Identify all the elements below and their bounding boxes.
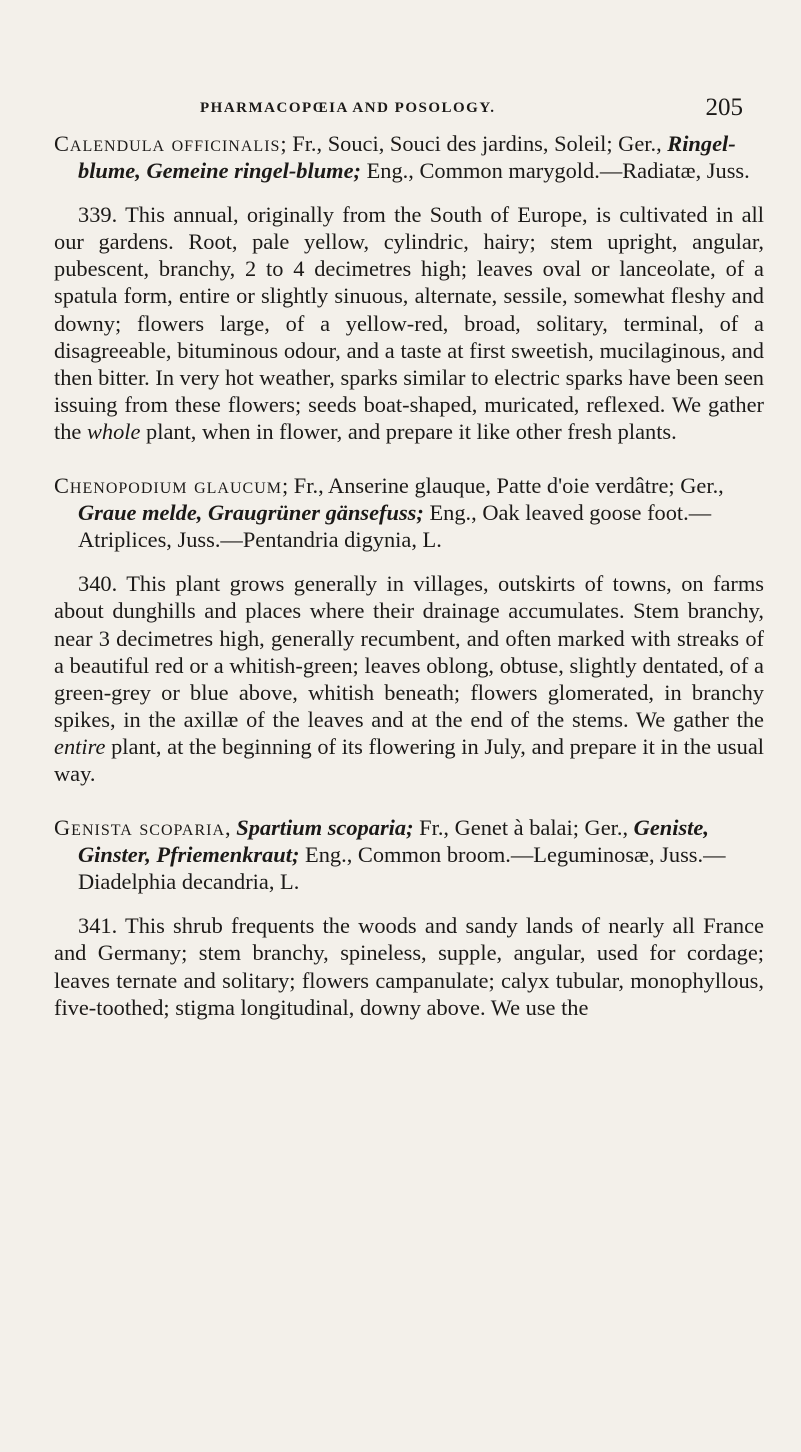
emphasis: whole xyxy=(86,418,141,444)
german-name: Geniste, Ginster, Pfriemenkraut; xyxy=(78,815,709,868)
running-head xyxy=(0,94,801,124)
heading-text: ; Fr., Souci, Souci des jardins, Soleil; Ger., xyxy=(280,131,668,156)
paragraph-number: 339. xyxy=(78,202,118,228)
paragraph-text: plant, at the beginning of its flowering in July, and prepare it in the usual way. xyxy=(54,733,764,786)
entry-body-339 xyxy=(54,201,764,445)
entry-heading-calendula xyxy=(54,130,764,184)
heading-text: ; Fr., Anserine glauque, Patte d'oie verdâtre; Ger., xyxy=(281,473,724,499)
heading-text: Eng., Common marygold.—Radiatæ, Juss. xyxy=(361,158,750,184)
emphasis: entire xyxy=(54,733,106,759)
paragraph-text: This plant grows generally in villages, outskirts of towns, on farms about dunghills and places where their drainage accumulates. Stem branchy, near 3 decimetres high, generally recumbent, and often marked with streaks of a beautiful red or a whitish-green; leaves oblong, obtuse, slightly dentated, of a green-grey or blue above, whitish beneath; flowers glomerated, in branchy spikes, in the axillæ of the leaves and at the end of the stems. We gather the xyxy=(54,571,764,732)
heading-text: Eng., Common broom.—Leguminosæ, Juss.—Diadelphia decandria, L. xyxy=(78,842,726,895)
paragraph-text: This annual, originally from the South of Europe, is cultivated in all our gardens. Root, pale yellow, cylindric, hairy; stem upright, angular, pubescent, branchy, 2 to 4 decimetres high; leaves oval or lanceolate, of a spatula form, entire or slightly sinuous, alternate, sessile, somewhat fleshy and downy; flowers large, of a yellow-red, broad, solitary, terminal, of a disagreeable, bituminous odour, and a taste at first sweetish, mucilaginous, and then bitter. In very hot weather, sparks similar to electric sparks have been seen issuing from these flowers; seeds boat-shaped, muricated, reflexed. We gather the xyxy=(54,202,764,444)
heading-text: Eng., Oak leaved goose foot.—Atriplices, Juss.—Pentandria digynia, L. xyxy=(78,500,712,553)
running-title: PHARMACOPŒIA AND POSOLOGY. xyxy=(200,100,496,116)
german-name: Graue melde, Graugrüner gänsefuss; xyxy=(78,500,424,526)
entry-heading-genista xyxy=(54,814,764,895)
entry-body-341 xyxy=(54,912,764,1020)
species-name: Chenopodium glaucum xyxy=(54,473,282,499)
paragraph-number: 340. xyxy=(78,571,118,597)
species-name: Genista scoparia xyxy=(54,815,226,841)
species-name: Calendula officinalis xyxy=(54,131,281,156)
german-name: Gemeine ringel-blume; xyxy=(146,158,361,184)
entry-heading-chenopodium xyxy=(54,472,764,553)
heading-text: Fr., Genet à balai; Ger., xyxy=(413,815,634,841)
paragraph-text: This shrub frequents the woods and sandy lands of nearly all France and Germany; stem branchy, spineless, supple, angular, used for cordage; leaves ternate and solitary; flowers campanulate; calyx tubular, monophyllous, five-toothed; stigma longitudinal, downy above. We use the xyxy=(54,913,764,1020)
paragraph-text: plant, when in flower, and prepare it like other fresh plants. xyxy=(140,418,677,444)
heading-text: , xyxy=(225,815,237,841)
german-name: Ringel-blume, xyxy=(78,131,736,184)
paragraph-number: 341. xyxy=(78,913,118,939)
entry-body-340 xyxy=(54,570,764,787)
synonym-name: Spartium scoparia; xyxy=(236,815,414,841)
text-block xyxy=(54,130,764,1048)
page-number: 205 xyxy=(705,94,743,121)
